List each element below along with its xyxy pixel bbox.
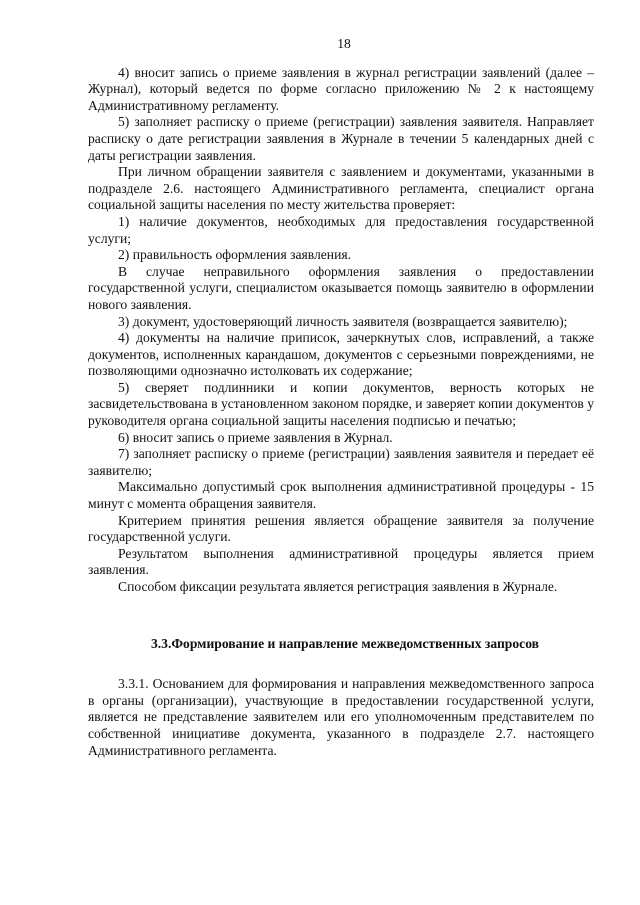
paragraph-check-3-identity: 3) документ, удостоверяющий личность заявителя (возвращается заявителю); xyxy=(118,313,568,329)
section-gap xyxy=(88,596,594,636)
paragraph-fixation-method: Способом фиксации результата является регистрация заявления в Журнале. xyxy=(118,579,558,594)
paragraph-item-7-receipt-handover: 7) заполняет расписку о приеме (регистрации) заявления заявителя и передает её заявителю; xyxy=(88,446,594,478)
paragraph-item-5-originals: 5) сверяет подлинники и копии документов, верность которых не засвидетельствована в установленном законом порядке, и заверяет копии документов у руководителя органа социальной защиты населения подписью и печатью; xyxy=(88,379,594,429)
paragraph-personal-visit: При личном обращении заявителя с заявлением и документами, указанными в подразделе 2.6. настоящего Административного регламента, специалист органа социальной защиты населения по месту жительства проверяет: xyxy=(88,164,594,213)
paragraph-result: Результатом выполнения административной процедуры является прием заявления. xyxy=(88,545,594,578)
paragraph-check-1-documents: 1) наличие документов, необходимых для предоставления государственной услуги; xyxy=(88,213,594,246)
paragraph-check-4-corrections: 4) документы на наличие приписок, зачеркнутых слов, исправлений, а также документов, исполненных карандашом, документов с серьезными повреждениями, не позволяющими однозначно истолковать их содержание; xyxy=(88,330,594,379)
paragraph-incorrect-application: В случае неправильного оформления заявления о предоставлении государственной услуги, специалистом оказывается помощь заявителю в оформлении нового заявления. xyxy=(88,263,594,312)
paragraph-max-time: Максимально допустимый срок выполнения административной процедуры - 15 минут с момента обращения заявителя. xyxy=(88,479,594,512)
paragraph-item-4-journal-entry: 4) вносит запись о приеме заявления в журнал регистрации заявлений (далее – Журнал), который ведется по форме согласно приложению № 2 к настоящему Административному регламенту. xyxy=(88,64,594,113)
paragraph-check-2-correctness: 2) правильность оформления заявления. xyxy=(118,247,352,263)
page-number: 18 xyxy=(337,36,351,51)
paragraph-item-5-receipt: 5) заполняет расписку о приеме (регистрации) заявления заявителя. Направляет расписку о дате регистрации заявления в Журнале в течении 5 календарных дней с даты регистрации заявления. xyxy=(88,114,594,163)
paragraph-item-6-journal: 6) вносит запись о приеме заявления в Журнал. xyxy=(118,429,393,445)
paragraph-decision-criterion: Критерием принятия решения является обращение заявителя за получение государственной услуги. xyxy=(88,512,594,545)
section-heading: 3.3.Формирование и направление межведомственных запросов xyxy=(150,635,540,651)
paragraph-3-3-1: 3.3.1. Основанием для формирования и направления межведомственного запроса в органы (организации), участвующие в предоставлении государственной услуги, является не представление заявителем или его уполномоченным представителем по собственной инициативе документа, указанного в подразделе 2.7. настоящего Административного регламента. xyxy=(88,676,594,758)
